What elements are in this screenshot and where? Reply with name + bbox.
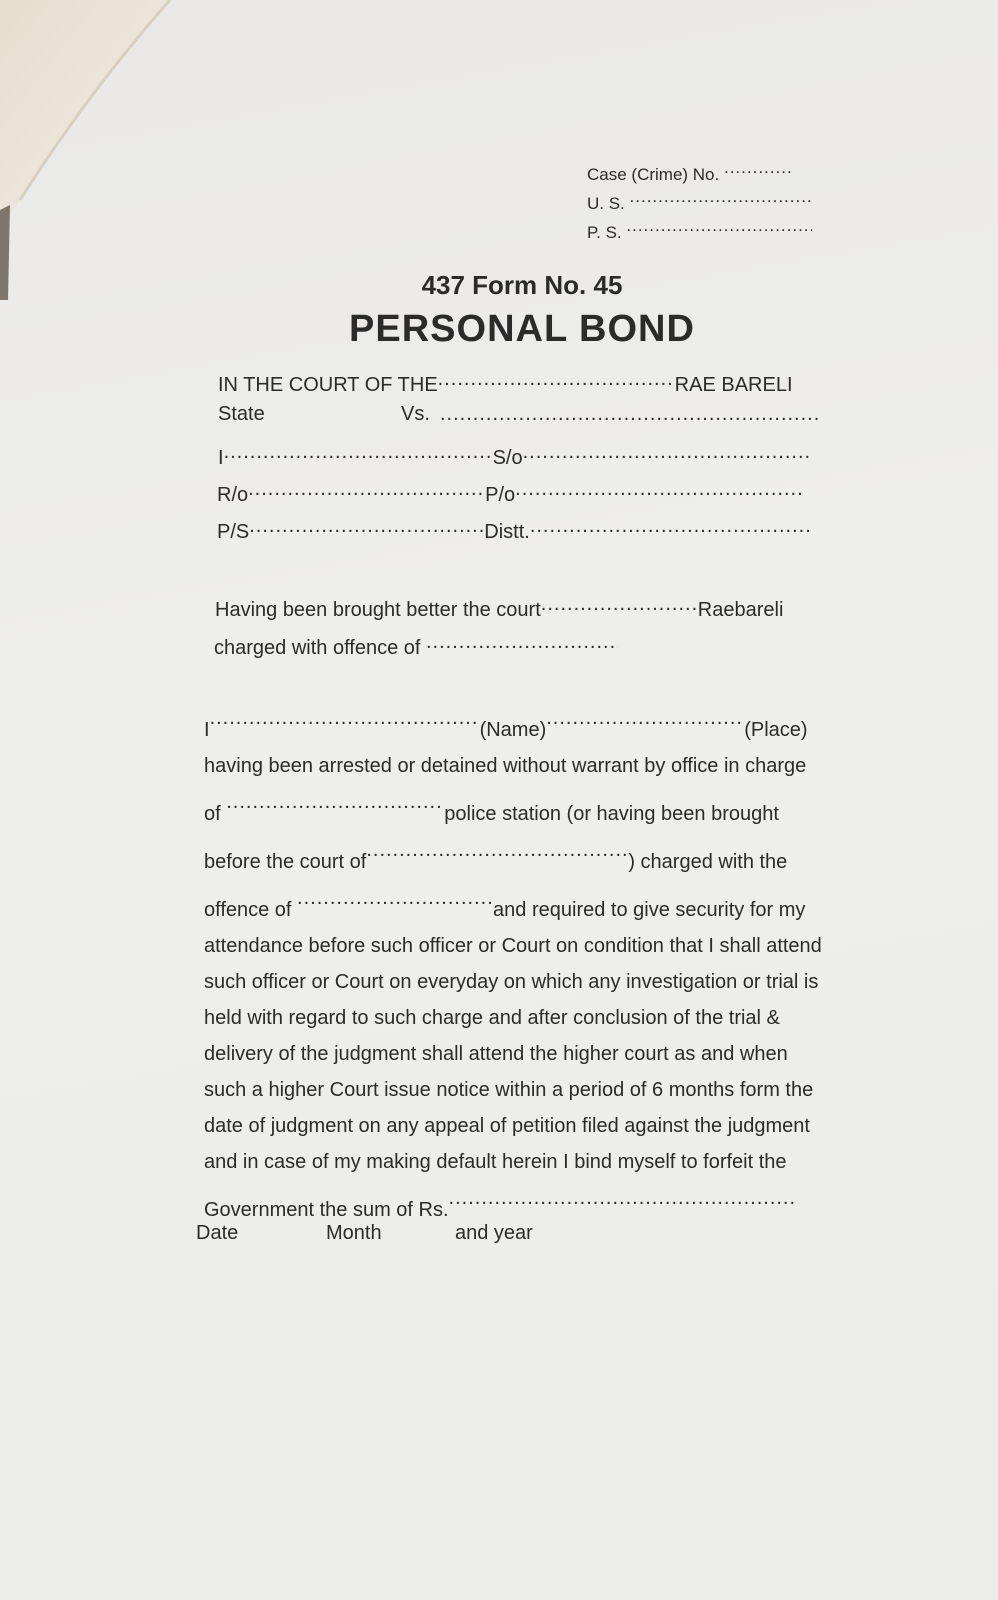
ro-label: R/o [217,484,249,506]
court-blank [438,367,675,391]
body-line-4 [204,832,836,880]
state-label: State [218,403,265,425]
ps-label: P. S. [587,223,622,242]
i-label: I [218,447,224,469]
po-blank [515,477,803,501]
court-suffix: RAE BARELI [674,374,793,396]
body-text-2: having been arrested or detained without warrant by office in charge [204,755,807,777]
vs-blank [440,402,818,426]
case-number-field [587,156,819,187]
body-line-1 [204,700,836,748]
brought-line-2 [214,630,824,660]
body-name-blank [546,700,744,736]
body-text-5b: and required to give security for my [493,899,806,921]
po-label: P/o [485,484,516,506]
police-station-blank [226,784,444,820]
court-line [218,367,820,397]
us-field [587,185,819,216]
body-line-7: such officer or Court on everyday on which any investigation or trial is [204,971,819,993]
body-text-5a: offence of [204,899,292,921]
us-blank [630,185,814,209]
court-prefix: IN THE COURT OF THE [218,374,438,396]
body-text-3: police station (or having been brought [444,803,779,825]
offence-blank [426,630,618,654]
body-text-13: Government the sum of Rs. [204,1199,449,1221]
so-label: S/o [492,447,523,469]
bond-body [204,700,836,1228]
body-line-13 [204,1180,836,1228]
brought-blank [541,592,698,616]
so-blank [523,440,809,464]
body-line-10: such a higher Court issue notice within a period of 6 months form the [204,1079,814,1101]
ro-po-line [217,477,819,507]
date-label: Date [196,1222,239,1244]
body-place-label: (Place) [744,719,808,741]
body-line-8: held with regard to such charge and after conclusion of the trial & [204,1007,780,1029]
body-line-3 [204,784,836,832]
distt-blank [530,514,810,538]
state-vs-line [218,402,820,426]
body-of-label: of [204,803,221,825]
body-i-label: I [204,719,210,741]
distt-label: Distt. [484,521,530,543]
body-line-6: attendance before such officer or Court on condition that I shall attend [204,935,822,957]
sum-blank [449,1180,797,1216]
offence-of-blank [297,880,493,916]
body-line-5 [204,880,836,928]
brought-line-1 [215,592,825,622]
brought-suffix: Raebareli [697,599,784,621]
document-title: PERSONAL BOND [349,308,695,350]
court-of-blank [366,832,628,868]
case-number-blank [724,156,794,180]
body-i-blank [210,700,480,736]
year-label: and year [455,1222,533,1244]
ro-blank [248,477,485,501]
form-number: 437 Form No. 45 [421,270,623,300]
body-name-label: (Name) [479,719,547,741]
ps-blank [626,214,812,238]
month-label: Month [326,1222,382,1244]
case-number-label: Case (Crime) No. [587,165,720,184]
body-line-11: date of judgment on any appeal of petition filed against the judgment [204,1115,810,1137]
body-line-9: delivery of the judgment shall attend the higher court as and when [204,1043,788,1065]
vs-label: Vs. [401,403,430,425]
body-line-2 [204,748,836,784]
us-label: U. S. [587,194,625,213]
ps-distt-line [217,514,819,544]
body-text-4a: before the court of [204,851,367,873]
body-text-4b: ) charged with the [628,851,788,873]
i-blank [224,440,493,464]
pss-label: P/S [217,521,250,543]
ps-field [587,214,819,245]
brought-prefix: Having been brought better the court [215,599,541,621]
body-line-12: and in case of my making default herein I bind myself to forfeit the [204,1151,787,1173]
offence-prefix: charged with offence of [214,637,421,659]
name-so-line [218,440,820,470]
pss-blank [249,514,484,538]
